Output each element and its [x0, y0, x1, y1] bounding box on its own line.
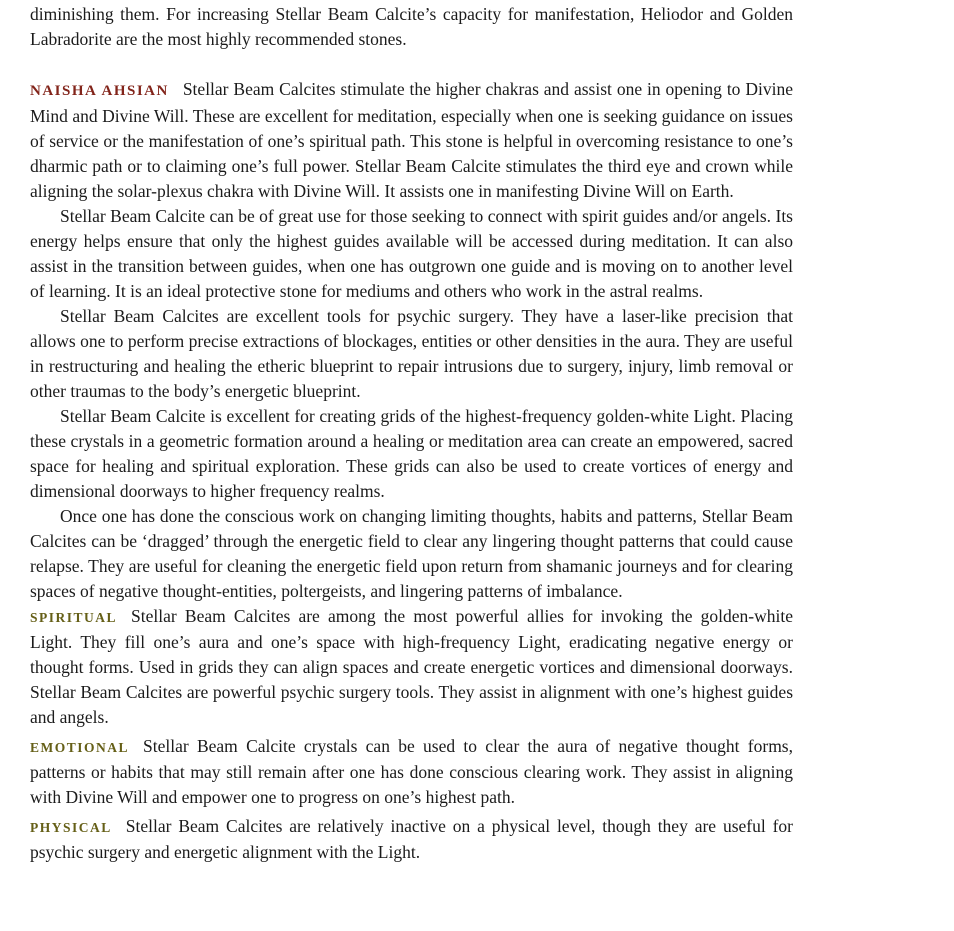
section-heading-spiritual: SPIRITUAL: [30, 610, 118, 625]
paragraph-text: diminishing them. For increasing Stellar Beam Calcite’s capacity for manifestation, Heliodor and Golden Labradorite are the most highly recommended stones.: [30, 4, 793, 49]
paragraph-psychic-surgery: [30, 304, 793, 404]
paragraph-clearing: [30, 504, 793, 604]
section-heading-physical: PHYSICAL: [30, 820, 112, 835]
section-heading-emotional: EMOTIONAL: [30, 740, 130, 755]
paragraph-text: Stellar Beam Calcites are excellent tools for psychic surgery. They have a laser-like precision that allows one to perform precise extractions of blockages, entities or other densities in the aura. They are useful in restructuring and healing the etheric blueprint to repair intrusions due to surgery, injury, limb removal or other traumas to the body’s energetic blueprint.: [30, 306, 793, 401]
paragraph-spiritual: [30, 604, 793, 730]
paragraph-text: Stellar Beam Calcite is excellent for creating grids of the highest-frequency golden-white Light. Placing these crystals in a geometric formation around a healing or meditation area can create an empowered, sacred space for healing and spiritual exploration. These grids can also be used to create vortices of energy and dimensional doorways to higher frequency realms.: [30, 406, 793, 501]
author-heading: NAISHA AHSIAN: [30, 83, 169, 99]
paragraph-physical: [30, 814, 793, 865]
paragraph-continuation: [30, 2, 793, 52]
paragraph-text: Stellar Beam Calcites are among the most powerful allies for invoking the golden-white Light. They fill one’s aura and one’s space with high-frequency Light, eradicating negative energy or thought forms. Used in grids they can align spaces and create energetic vortices and dimensional doorways. Stellar Beam Calcites are powerful psychic surgery tools. They assist in alignment with one’s highest guides and angels.: [30, 606, 793, 727]
paragraph-text: Stellar Beam Calcite crystals can be used to clear the aura of negative thought forms, patterns or habits that may still remain after one has done conscious clearing work. They assist in aligning with Divine Will and empower one to progress on one’s highest path.: [30, 736, 793, 807]
paragraph-text: Stellar Beam Calcites stimulate the higher chakras and assist one in opening to Divine Mind and Divine Will. These are excellent for meditation, especially when one is seeking guidance on issues of service or the manifestation of one’s spiritual path. This stone is helpful in overcoming resistance to one’s dharmic path or to claiming one’s full power. Stellar Beam Calcite stimulates the third eye and crown while aligning the solar-plexus chakra with Divine Will. It assists one in manifesting Divine Will on Earth.: [30, 79, 793, 201]
paragraph-text: Once one has done the conscious work on changing limiting thoughts, habits and patterns, Stellar Beam Calcites can be ‘dragged’ through the energetic field to clear any lingering thought patterns that could cause relapse. They are useful for cleaning the energetic field upon return from shamanic journeys and for clearing spaces of negative thought-entities, poltergeists, and lingering patterns of imbalance.: [30, 506, 793, 601]
paragraph-text: Stellar Beam Calcite can be of great use for those seeking to connect with spirit guides and/or angels. Its energy helps ensure that only the highest guides available will be accessed during meditation. It can also assist in the transition between guides, when one has outgrown one guide and is moving on to another level of learning. It is an ideal protective stone for mediums and others who work in the astral realms.: [30, 206, 793, 301]
paragraph-spirit-guides: [30, 204, 793, 304]
paragraph-naisha-ahsian: [30, 77, 793, 204]
paragraph-text: Stellar Beam Calcites are relatively inactive on a physical level, though they are useful for psychic surgery and energetic alignment with the Light.: [30, 816, 793, 862]
paragraph-grids: [30, 404, 793, 504]
paragraph-emotional: [30, 734, 793, 810]
